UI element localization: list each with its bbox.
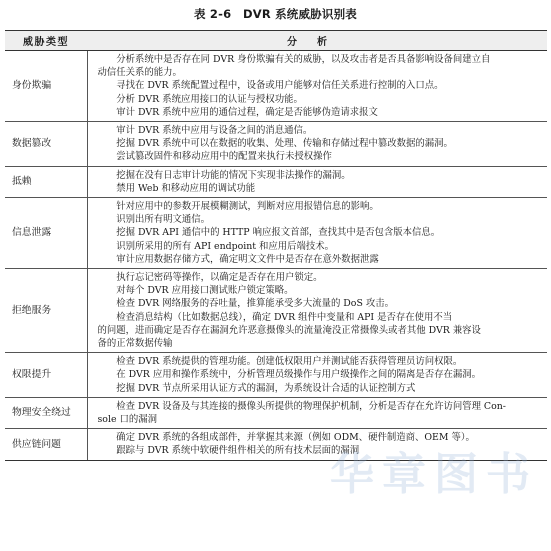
table-row bbox=[5, 353, 547, 398]
table-header-row bbox=[5, 31, 547, 51]
analysis-line: 挖掘在没有日志审计功能的情况下实现非法操作的漏洞。 bbox=[116, 169, 351, 181]
analysis-line: 挖掘 DVR API 通信中的 HTTP 响应报文首部，查找其中是否包含版本信息。 bbox=[116, 227, 441, 239]
threat-category: 拒绝服务 bbox=[5, 269, 87, 353]
threat-analysis bbox=[87, 122, 547, 167]
threat-analysis bbox=[87, 269, 547, 353]
publisher-watermark: 华章图书 bbox=[330, 449, 538, 500]
analysis-line: 分析 DVR 系统应用接口的认证与授权功能。 bbox=[116, 93, 303, 105]
analysis-line: 备的正常数据传输 bbox=[97, 338, 173, 350]
threat-analysis bbox=[87, 198, 547, 269]
table-row bbox=[5, 269, 547, 353]
threat-analysis bbox=[87, 429, 547, 460]
threat-category: 抵赖 bbox=[5, 166, 87, 197]
threat-analysis bbox=[87, 166, 547, 197]
table-row bbox=[5, 198, 547, 269]
analysis-line: 检查 DVR 系统提供的管理功能。创建低权限用户并测试能否获得管理员访问权限。 bbox=[116, 356, 463, 368]
table-row bbox=[5, 397, 547, 428]
threat-identification-table bbox=[5, 30, 547, 461]
analysis-line: 禁用 Web 和移动应用的调试功能 bbox=[116, 182, 256, 194]
threat-category: 权限提升 bbox=[5, 353, 87, 398]
header-analysis: 分析 bbox=[87, 31, 547, 51]
analysis-line: 审计应用数据存储方式，确定明文文件中是否存在意外数据泄露 bbox=[116, 253, 379, 265]
analysis-line: 审计 DVR 系统中应用与设备之间的消息通信。 bbox=[116, 125, 313, 137]
analysis-line: 针对应用中的参数开展模糊测试，判断对应用报错信息的影响。 bbox=[116, 201, 379, 213]
threat-category: 身份欺骗 bbox=[5, 51, 87, 122]
table-row bbox=[5, 429, 547, 460]
threat-category: 数据篡改 bbox=[5, 122, 87, 167]
threat-category: 信息泄露 bbox=[5, 198, 87, 269]
analysis-line: 的问题，进而确定是否存在漏洞允许恶意摄像头的流量淹没正常摄像头或者其他 DVR 兼容设 bbox=[97, 324, 481, 336]
analysis-line: 动信任关系的能力。 bbox=[97, 67, 182, 79]
threat-analysis bbox=[87, 51, 547, 122]
analysis-line: 挖掘 DVR 系统中可以在数据的收集、处理、传输和存储过程中篡改数据的漏洞。 bbox=[116, 138, 453, 150]
threat-category: 供应链问题 bbox=[5, 429, 87, 460]
header-threat-type: 威胁类型 bbox=[5, 31, 87, 51]
analysis-line: 在 DVR 应用和操作系统中，分析管理员级操作与用户级操作之间的隔离是否存在漏洞。 bbox=[116, 369, 481, 381]
analysis-line: 对每个 DVR 应用接口测试账户锁定策略。 bbox=[116, 285, 294, 297]
analysis-line: sole 口的漏洞 bbox=[97, 414, 157, 426]
analysis-line: 执行忘记密码等操作，以确定是否存在用户锁定。 bbox=[116, 272, 323, 284]
analysis-line: 识别出所有明文通信。 bbox=[116, 214, 211, 226]
analysis-line: 跟踪与 DVR 系统中软硬件组件相关的所有技术层面的漏洞 bbox=[116, 445, 360, 457]
threat-analysis bbox=[87, 397, 547, 428]
analysis-line: 分析系统中是否存在同 DVR 身份欺骗有关的威胁，以及攻击者是否具备影响设备间建立自 bbox=[116, 54, 491, 65]
analysis-line: 寻找在 DVR 系统配置过程中，设备或用户能够对信任关系进行控制的入口点。 bbox=[116, 80, 444, 92]
analysis-line: 挖掘 DVR 节点所采用认证方式的漏洞，为系统设计合适的认证控制方式 bbox=[116, 382, 416, 394]
table-row bbox=[5, 51, 547, 122]
threat-analysis bbox=[87, 353, 547, 398]
analysis-line: 检查消息结构（比如数据总线），确定 DVR 组件中变量和 API 是否存在使用不当 bbox=[116, 311, 453, 323]
table-row bbox=[5, 166, 547, 197]
analysis-line: 确定 DVR 系统的各组成部件，并掌握其来源（例如 ODM、硬件制造商、OEM 等）。 bbox=[116, 432, 475, 444]
analysis-line: 识别所采用的所有 API endpoint 和应用后端技术。 bbox=[116, 240, 335, 252]
analysis-line: 检查 DVR 网络服务的吞吐量，推算能承受多大流量的 DoS 攻击。 bbox=[116, 298, 394, 310]
analysis-line: 检查 DVR 设备及与其连接的摄像头所提供的物理保护机制，分析是否存在允许访问管理 Con- bbox=[116, 400, 506, 412]
analysis-line: 审计 DVR 系统中应用的通信过程，确定是否能够伪造请求报文 bbox=[116, 106, 378, 118]
table-caption: 表 2-6 DVR 系统威胁识别表 bbox=[194, 7, 357, 21]
threat-category: 物理安全绕过 bbox=[5, 397, 87, 428]
table-row bbox=[5, 122, 547, 167]
analysis-line: 尝试篡改固件和移动应用中的配置来执行未授权操作 bbox=[116, 151, 332, 163]
